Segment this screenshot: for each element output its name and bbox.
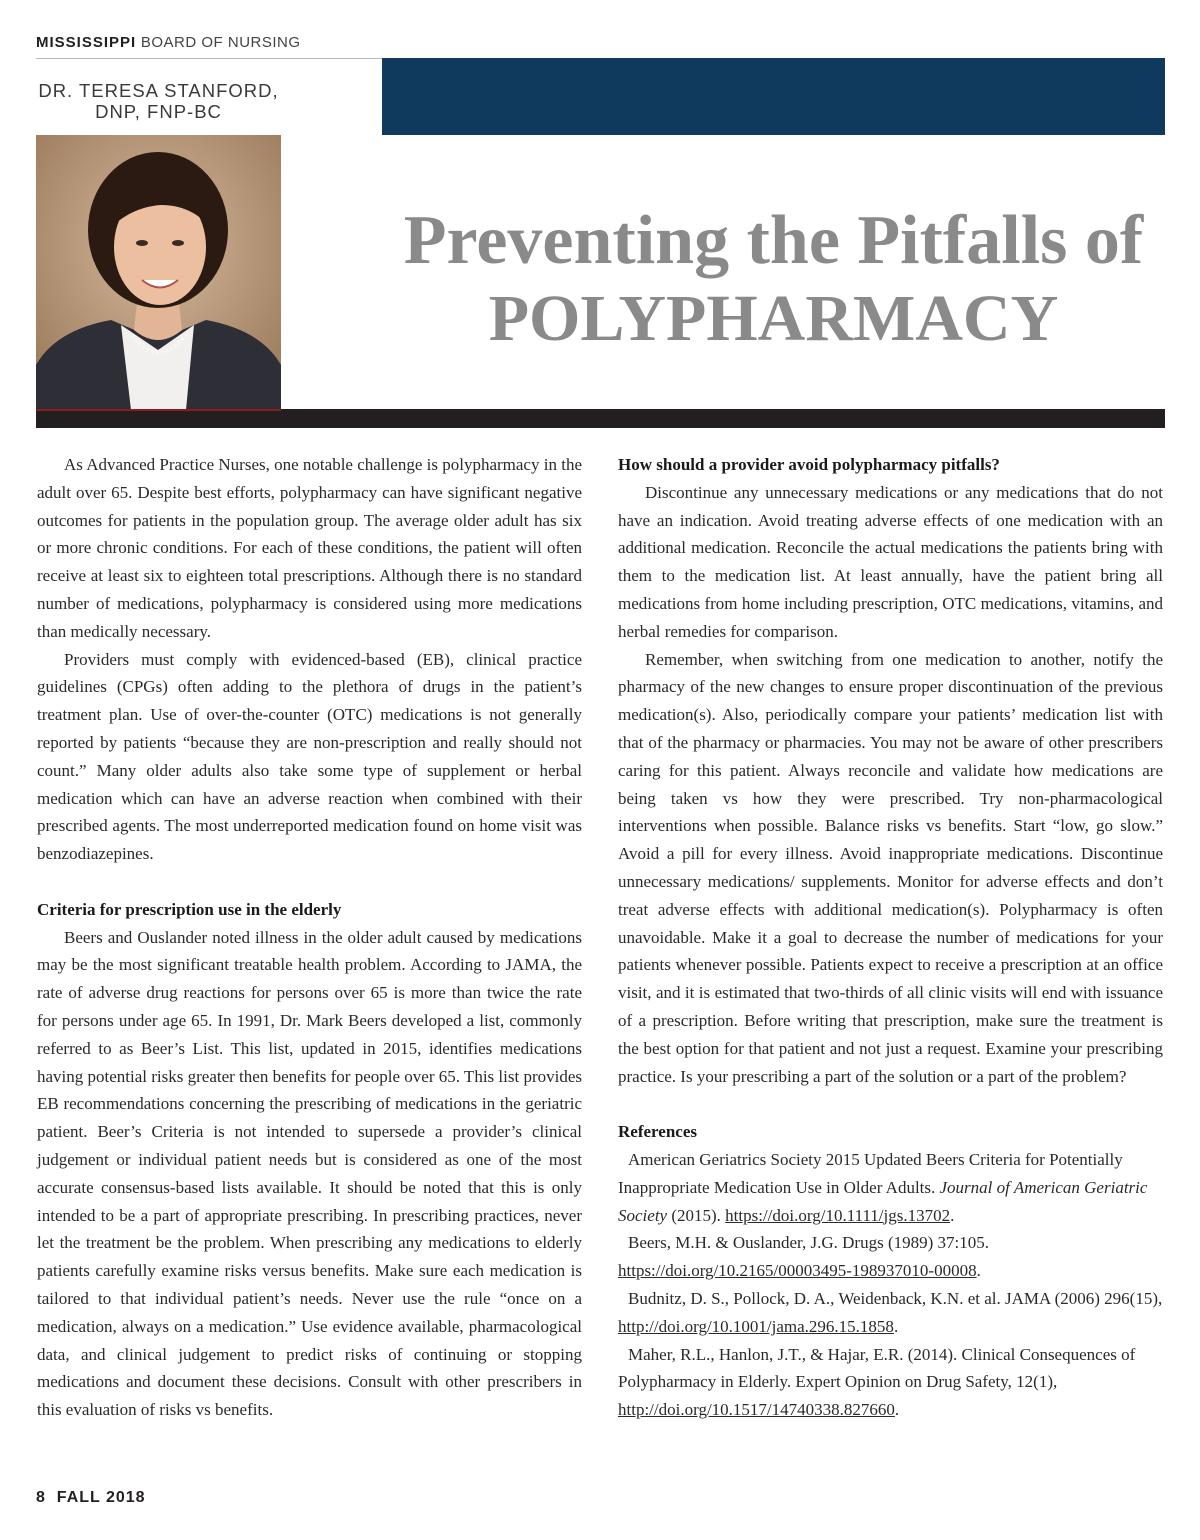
reference-link[interactable]: https://doi.org/10.2165/00003495-198937010-00008 xyxy=(618,1261,977,1281)
page-footer xyxy=(36,1489,146,1507)
header-color-bar xyxy=(382,58,1165,135)
issue-label: FALL 2018 xyxy=(56,1489,146,1506)
paragraph-intro: As Advanced Practice Nurses, one notable challenge is polypharmacy in the adult over 65. Despite best efforts, polypharmacy can have significant negative outcomes for patients in the population group. The average older adult has six or more chronic conditions. For each of these conditions, the patient will often receive at least six to eighteen total prescriptions. Although there is no standard number of medications, polypharmacy is considered using more medications than medically necessary. xyxy=(37,455,582,641)
page-number: 8 xyxy=(36,1489,46,1506)
reference-link[interactable]: https://doi.org/10.1111/jgs.13702 xyxy=(725,1205,951,1225)
masthead-board: BOARD OF NURSING xyxy=(140,34,301,51)
photo-accent-line xyxy=(36,409,281,411)
reference-link[interactable]: http://doi.org/10.1517/14740338.827660 xyxy=(618,1400,895,1420)
reference-item: American Geriatrics Society 2015 Updated Beers Criteria for Potentially Inappropriate Medication Use in Older Adults. Journal of American Geriatric Society (2015). https://doi.org/10.1111/jgs.13702. xyxy=(618,1149,1148,1225)
masthead xyxy=(36,34,301,51)
heading-references: References xyxy=(618,1122,697,1142)
reference-item: Beers, M.H. & Ouslander, J.G. Drugs (1989) 37:105. https://doi.org/10.2165/00003495-198937010-00008. xyxy=(618,1233,990,1281)
reference-item: Maher, R.L., Hanlon, J.T., & Hajar, E.R. (2014). Clinical Consequences of Polypharmacy in Elderly. Expert Opinion on Drug Safety, 12(1), http://doi.org/10.1517/14740338.827660. xyxy=(618,1344,1136,1420)
paragraph-discontinue: Discontinue any unnecessary medications or any medications that do not have an indication. Avoid treating adverse effects of one medication with an additional medication. Reconcile the actual medications the patients bring with them to the medication list. At least annually, have the patient bring all medications from home including prescription, OTC medications, vitamins, and herbal remedies for comparison. xyxy=(618,482,1163,641)
left-column xyxy=(37,451,582,1424)
paragraph-guidelines: Providers must comply with evidenced-based (EB), clinical practice guidelines (CPGs) often adding to the plethora of drugs in the patient’s treatment plan. Use of over-the-counter (OTC) medications is not generally reported by patients “because they are non-prescription and really should not count.” Many older adults also take some type of supplement or herbal medication which can have an adverse reaction when combined with their prescribed agents. The most underreported medication found on home visit was benzodiazepines. xyxy=(37,649,582,864)
masthead-state: MISSISSIPPI xyxy=(36,34,137,51)
masthead-rule xyxy=(36,58,382,59)
article-title xyxy=(382,200,1165,356)
author-byline xyxy=(36,80,281,122)
reference-link[interactable]: http://doi.org/10.1001/jama.296.15.1858 xyxy=(618,1316,894,1336)
heading-criteria: Criteria for prescription use in the elderly xyxy=(37,899,342,919)
right-column xyxy=(618,451,1163,1424)
heading-avoid-pitfalls: How should a provider avoid polypharmacy pitfalls? xyxy=(618,455,1000,474)
title-line-1: Preventing the Pitfalls of xyxy=(403,202,1144,279)
author-credentials: DNP, FNP-BC xyxy=(95,101,222,122)
reference-item: Budnitz, D. S., Pollock, D. A., Weidenback, K.N. et al. JAMA (2006) 296(15), http://doi.org/10.1001/jama.296.15.1858. xyxy=(618,1288,1163,1336)
author-photo xyxy=(36,135,281,410)
paragraph-remember: Remember, when switching from one medication to another, notify the pharmacy of the new changes to ensure proper discontinuation of the previous medication(s). Also, periodically compare your patients’ medication list with that of the pharmacy or pharmacies. You may not be aware of other prescribers caring for this patient. Always reconcile and validate how medications are being taken vs how they were prescribed. Try non-pharmacological interventions when possible. Balance risks vs benefits. Start “low, go slow.” Avoid a pill for every illness. Avoid inappropriate medications. Discontinue unnecessary medications/ supplements. Monitor for adverse effects and don’t treat adverse effects with additional medication(s). Polypharmacy is often unavoidable. Make it a goal to decrease the number of medications for your patients whenever possible. Patients expect to receive a prescription at an office visit, and it is estimated that two-thirds of all clinic visits will end with issuance of a prescription. Before writing that prescription, make sure the treatment is the best option for that patient and not just a request. Examine your prescribing practice. Is your prescribing a part of the solution or a part of the problem? xyxy=(618,649,1163,1086)
title-line-2: POLYPHARMACY xyxy=(488,282,1059,355)
section-divider xyxy=(36,409,1165,428)
paragraph-beers: Beers and Ouslander noted illness in the older adult caused by medications may be the most significant treatable health problem. According to JAMA, the rate of adverse drug reactions for persons over 65 is more than twice the rate for persons under age 65. In 1991, Dr. Mark Beers developed a list, commonly referred to as Beer’s List. This list, updated in 2015, identifies medications having potential risks greater then benefits for people over 65. This list provides EB recommendations concerning the prescribing of medications in the geriatric patient. Beer’s Criteria is not intended to supersede a provider’s clinical judgement or individual patient needs but is considered as one of the most accurate consensus-based lists available. It should be noted that this is only intended to be a part of appropriate prescribing. In prescribing practices, never let the treatment be the problem. When prescribing any medications to elderly patients carefully examine risks versus benefits. Make sure each medication is tailored to that individual patient’s needs. Never use the rule “once on a medication, always on a medication.” Use evidence available, pharmacological data, and clinical judgement to predict risks of continuing or stopping medications and document these decisions. Consult with other prescribers in this evaluation of risks vs benefits. xyxy=(37,927,582,1420)
author-name: DR. TERESA STANFORD, xyxy=(38,80,279,101)
